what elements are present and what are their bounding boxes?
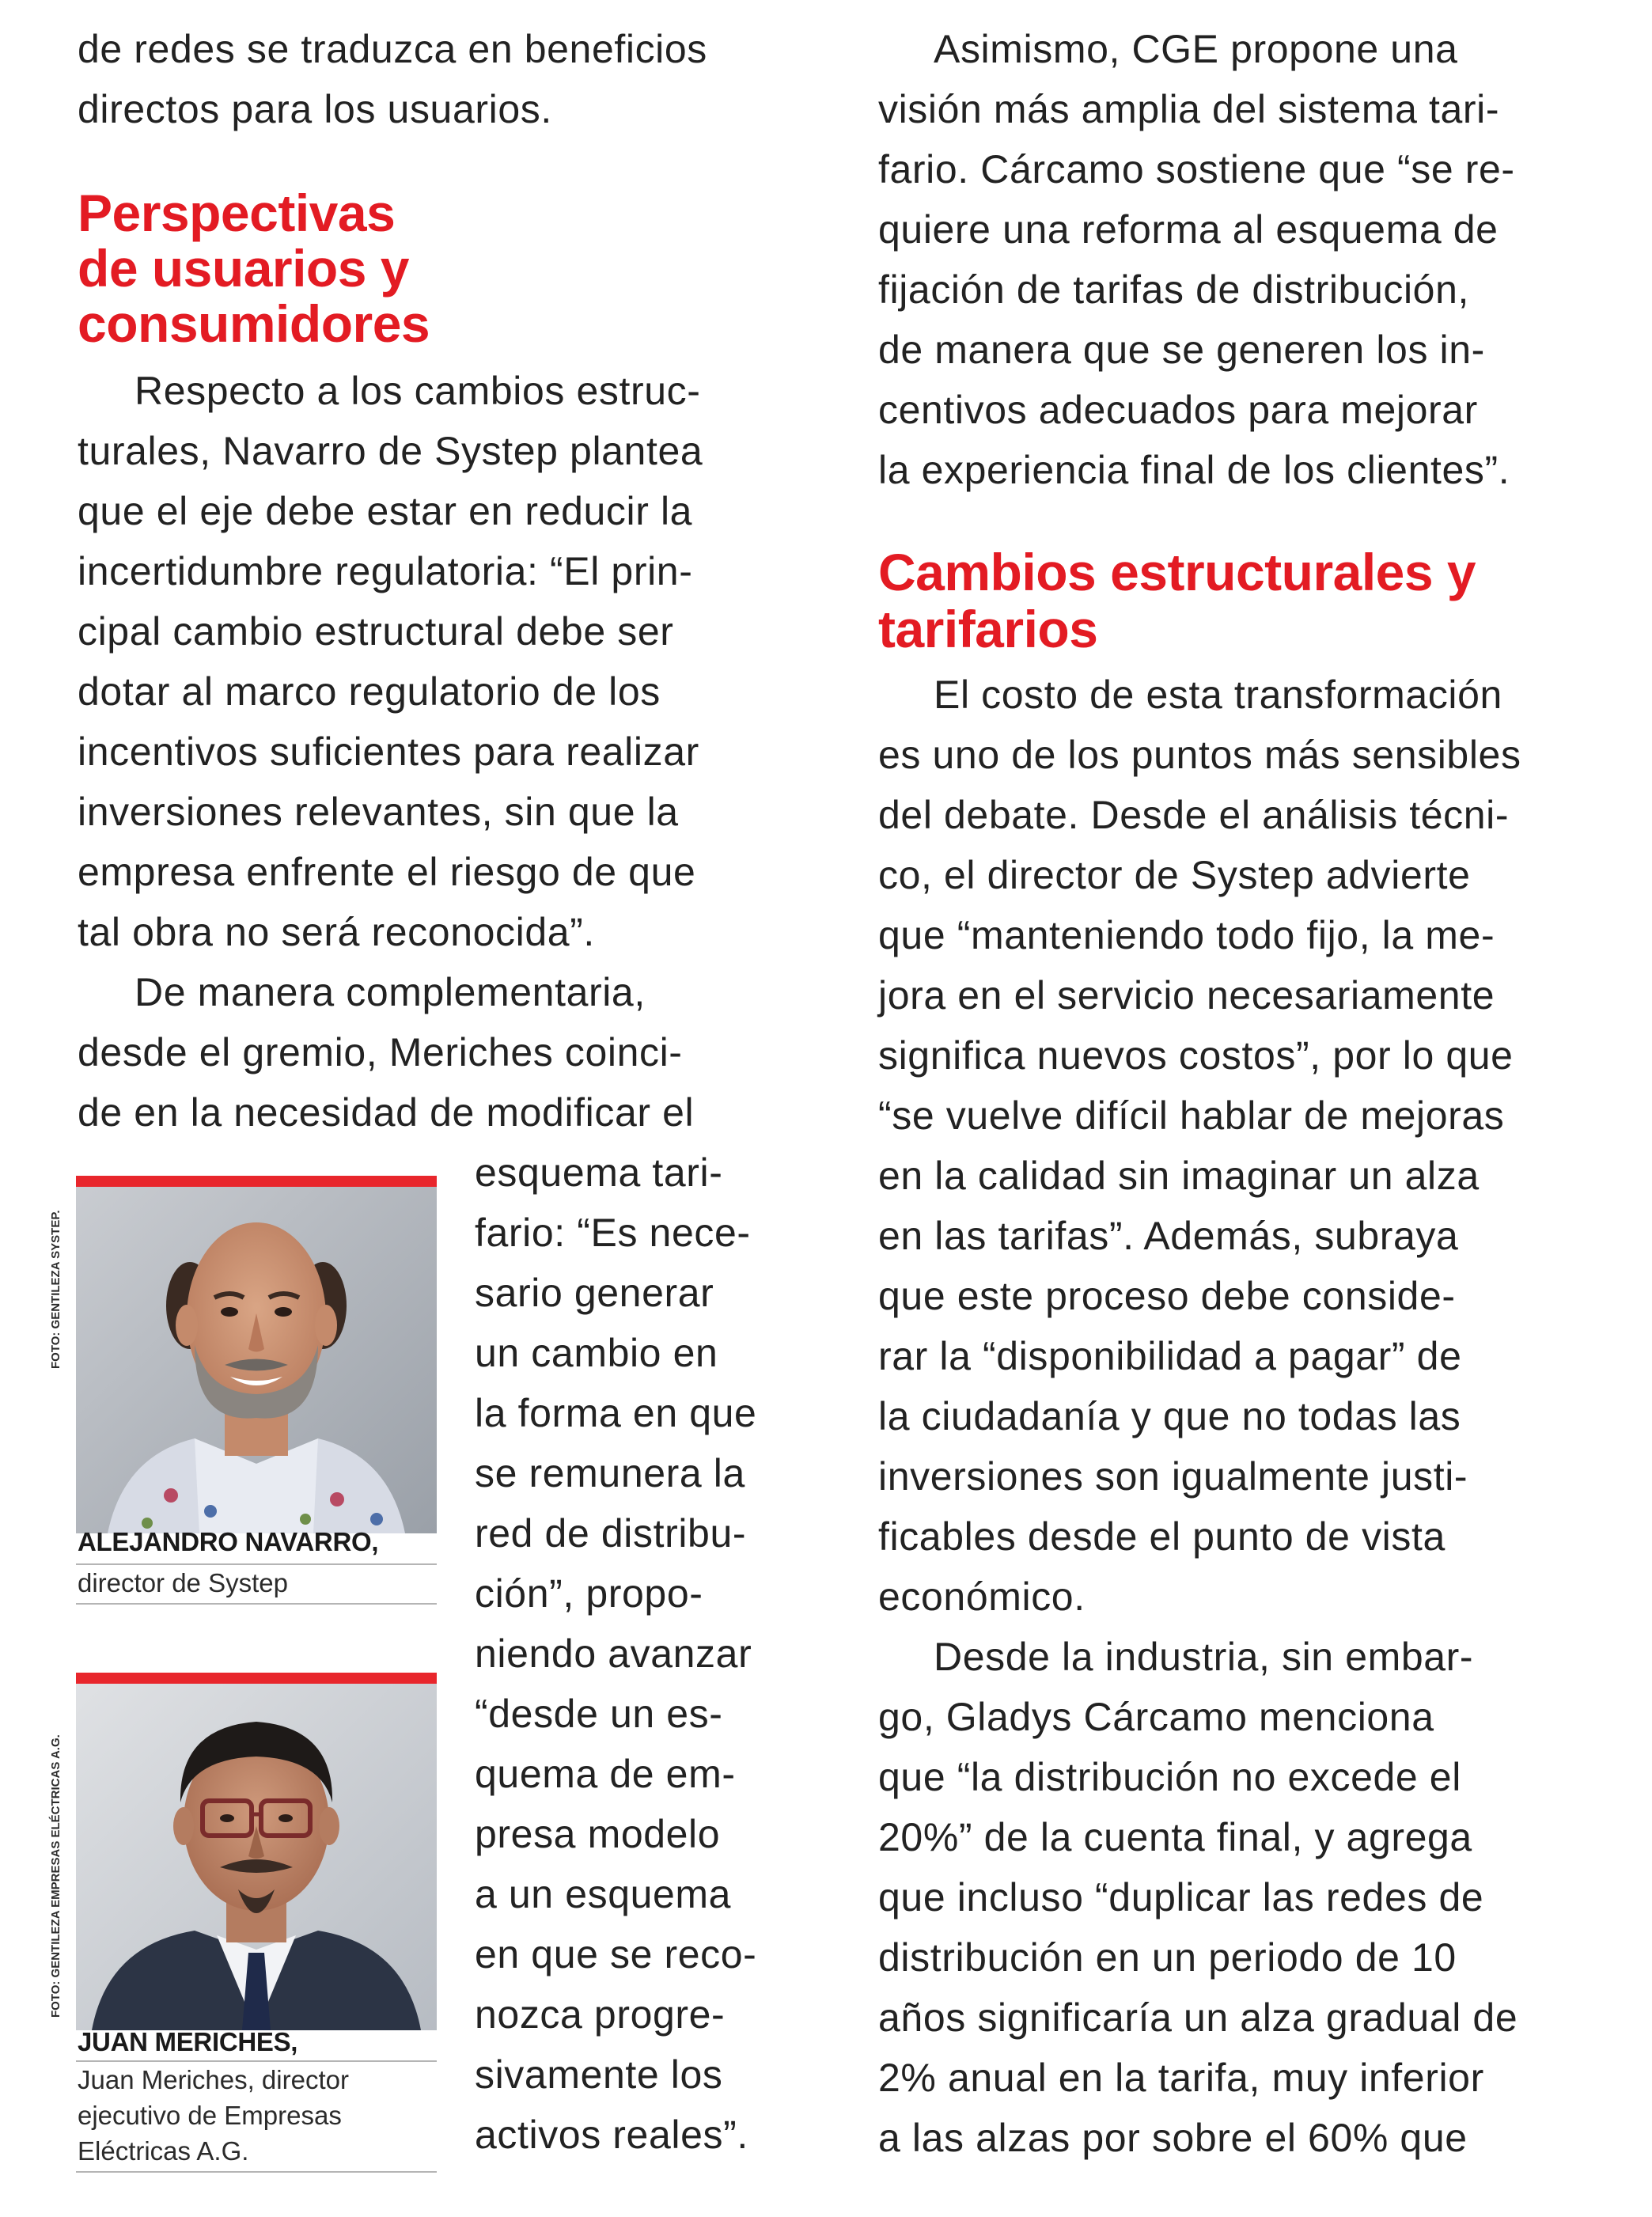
body-text-line: desde el gremio, Meriches coinci- [78, 1030, 683, 1074]
body-text-line: fijación de tarifas de distribución, [878, 267, 1469, 312]
portrait-image [76, 1684, 437, 2030]
caption-text: Juan Meriches, director [78, 2065, 349, 2094]
body-text-line: Desde la industria, sin embar- [934, 1635, 1474, 1679]
body-text-line: rar la “disponibilidad a pagar” de [878, 1334, 1462, 1378]
body-text-line: que este proceso debe conside- [878, 1274, 1456, 1318]
body-text-line: la forma en que [475, 1391, 757, 1435]
body-text-line: red de distribu- [475, 1511, 747, 1556]
body-text-line: inversiones son igualmente justi- [878, 1454, 1468, 1499]
section-heading: de usuarios y [78, 239, 409, 297]
body-text-line: fario. Cárcamo sostiene que “se re- [878, 147, 1515, 191]
body-text-line: que “la distribución no excede el [878, 1755, 1461, 1799]
caption-text: ejecutivo de Empresas [78, 2101, 342, 2130]
body-text-line: sario generar [475, 1271, 714, 1315]
body-text-line: incertidumbre regulatoria: “El prin- [78, 549, 693, 593]
body-text-line: cipal cambio estructural debe ser [78, 609, 674, 654]
body-text-line: sivamente los [475, 2052, 723, 2097]
body-text-line: la experiencia final de los clientes”. [878, 448, 1510, 492]
body-text-line: visión más amplia del sistema tari- [878, 87, 1500, 131]
body-text-line: que “manteniendo todo fijo, la me- [878, 913, 1495, 957]
body-text-line: en la calidad sin imaginar un alza [878, 1154, 1480, 1198]
body-text-line: en las tarifas”. Además, subraya [878, 1214, 1459, 1258]
body-text-line: jora en el servicio necesariamente [878, 973, 1495, 1018]
body-text-line: Asimismo, CGE propone una [934, 27, 1458, 71]
section-heading: Perspectivas [78, 184, 396, 242]
body-text-line: se remunera la [475, 1451, 745, 1495]
body-text-line: en que se reco- [475, 1932, 757, 1976]
body-text-line: quema de em- [475, 1752, 736, 1796]
body-text-line: del debate. Desde el análisis técni- [878, 793, 1510, 837]
body-text-line: go, Gladys Cárcamo menciona [878, 1695, 1434, 1739]
body-text-line: “se vuelve difícil hablar de mejoras [878, 1093, 1505, 1138]
body-text-line: niendo avanzar [475, 1631, 752, 1676]
section-heading: Cambios estructurales y [878, 543, 1476, 601]
body-text-line: co, el director de Systep advierte [878, 853, 1471, 897]
body-text-line: empresa enfrente el riesgo de que [78, 850, 696, 894]
body-text-line: 20%” de la cuenta final, y agrega [878, 1815, 1472, 1859]
body-text-line: años significaría un alza gradual de [878, 1995, 1518, 2040]
body-text-line: El costo de esta transformación [934, 673, 1502, 717]
body-text-line: que el eje debe estar en reducir la [78, 489, 693, 533]
body-text-line: esquema tari- [475, 1150, 723, 1195]
body-text-line: dotar al marco regulatorio de los [78, 669, 661, 714]
body-text-line: directos para los usuarios. [78, 87, 552, 131]
body-text-line: incentivos suficientes para realizar [78, 730, 699, 774]
body-text-line: turales, Navarro de Systep plantea [78, 429, 703, 473]
body-text-line: ficables desde el punto de vista [878, 1514, 1446, 1559]
photo-credit: FOTO: GENTILEZA EMPRESAS ELÉCTRICAS A.G. [49, 1734, 63, 2018]
body-text-line: un cambio en [475, 1331, 718, 1375]
body-text-line: “desde un es- [475, 1692, 723, 1736]
body-text-line: De manera complementaria, [135, 970, 646, 1014]
caption-text: director de Systep [78, 1568, 288, 1597]
body-text-line: inversiones relevantes, sin que la [78, 790, 679, 834]
caption-divider [76, 1603, 437, 1605]
body-text-line: que incluso “duplicar las redes de [878, 1875, 1484, 1920]
caption-name: JUAN MERICHES, [78, 2027, 298, 2056]
portrait-alejandro-navarro [76, 1176, 437, 1533]
body-text-line: la ciudadanía y que no todas las [878, 1394, 1461, 1438]
photo-credit: FOTO: GENTILEZA SYSTEP. [49, 1210, 63, 1369]
caption-divider [76, 2171, 437, 2173]
body-text-line: activos reales”. [475, 2113, 748, 2157]
body-text-line: económico. [878, 1575, 1086, 1619]
body-text-line: distribución en un periodo de 10 [878, 1935, 1457, 1980]
body-text-line: de manera que se generen los in- [878, 328, 1485, 372]
body-text-line: fario: “Es nece- [475, 1211, 751, 1255]
portrait-image [76, 1187, 437, 1533]
body-text-line: de en la necesidad de modificar el [78, 1090, 695, 1135]
body-text-line: 2% anual en la tarifa, muy inferior [878, 2056, 1484, 2100]
body-text-line: a las alzas por sobre el 60% que [878, 2116, 1468, 2160]
body-text-line: Respecto a los cambios estruc- [135, 369, 701, 413]
body-text-line: significa nuevos costos”, por lo que [878, 1033, 1514, 1078]
body-text-line: quiere una reforma al esquema de [878, 207, 1499, 252]
section-heading: consumidores [78, 294, 430, 353]
body-text-line: ción”, propo- [475, 1571, 703, 1616]
portrait-juan-meriches [76, 1673, 437, 2030]
body-text-line: nozca progre- [475, 1992, 726, 2037]
body-text-line: es uno de los puntos más sensibles [878, 733, 1521, 777]
section-heading: tarifarios [878, 600, 1098, 658]
caption-name: ALEJANDRO NAVARRO, [78, 1527, 379, 1556]
body-text-line: de redes se traduzca en beneficios [78, 27, 707, 71]
body-text-line: tal obra no será reconocida”. [78, 910, 595, 954]
caption-text: Eléctricas A.G. [78, 2136, 249, 2166]
body-text-line: presa modelo [475, 1812, 721, 1856]
body-text-line: centivos adecuados para mejorar [878, 388, 1478, 432]
body-text-line: a un esquema [475, 1872, 732, 1916]
